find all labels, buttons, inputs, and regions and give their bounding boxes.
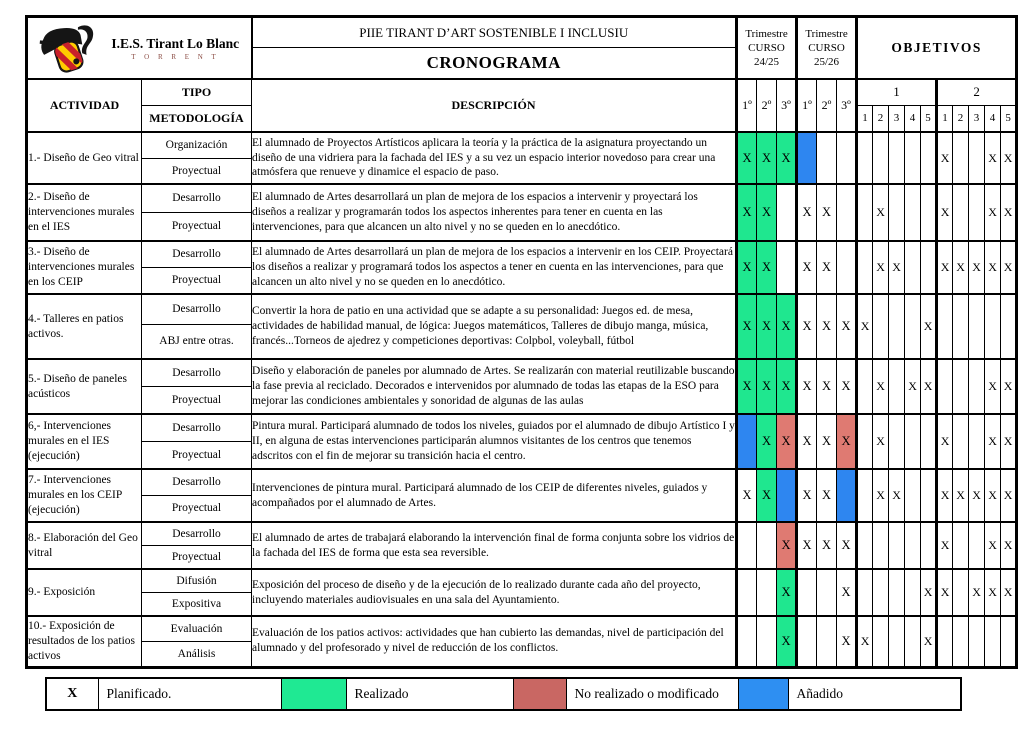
objetivo-mark-cell: X xyxy=(937,184,953,241)
trimester-mark-cell: X xyxy=(757,359,777,414)
objetivo-mark-cell xyxy=(905,616,921,667)
objetivo-mark-cell: X xyxy=(937,469,953,522)
trimester-mark-cell xyxy=(777,184,797,241)
trimester-mark-cell: X xyxy=(757,241,777,294)
objetivo-mark-cell xyxy=(857,414,873,469)
activity-cell: 4.- Talleres en patios activos. xyxy=(27,294,142,359)
trimester-mark-cell: X xyxy=(837,414,857,469)
objetivo-mark-cell: X xyxy=(953,469,969,522)
objetivo-mark-cell xyxy=(937,616,953,667)
objetivo-mark-cell: X xyxy=(1001,184,1017,241)
activity-row xyxy=(27,359,1017,386)
objetivo-group-header: 1 xyxy=(857,79,937,105)
objetivo-mark-cell xyxy=(889,184,905,241)
trimester-mark-cell: X xyxy=(777,294,797,359)
term-col-header: 1º xyxy=(797,79,817,132)
activity-row xyxy=(27,184,1017,212)
descripcion-column-header: DESCRIPCIÓN xyxy=(252,79,737,132)
metodologia-cell: Proyectual xyxy=(142,441,252,469)
objetivo-mark-cell xyxy=(953,522,969,569)
descripcion-cell: El alumnado de Artes desarrollará un plan de mejora de los espacios a intervenir en los CEIP. Proyectará los diseños a realizar y programará todos los aspectos a tener en cuenta en las intervenciones, para que alcancen un alto nivel y no se queden en lo anecdótico. xyxy=(252,241,737,294)
objetivo-mark-cell xyxy=(857,569,873,616)
objetivo-mark-cell xyxy=(953,184,969,241)
objetivo-mark-cell xyxy=(857,359,873,414)
activity-row xyxy=(27,294,1017,324)
trimester-mark-cell: X xyxy=(817,359,837,414)
objetivo-group-header: 2 xyxy=(937,79,1017,105)
descripcion-cell: Exposición del proceso de diseño y de la ejecución de lo realizado durante cada año del proyecto, incluyendo materiales audiovisuales en una sala del Ayuntamiento. xyxy=(252,569,737,616)
trimester-mark-cell xyxy=(837,469,857,522)
activity-cell: 10.- Exposición de resultados de los patios activos xyxy=(27,616,142,667)
objetivo-mark-cell xyxy=(953,132,969,184)
objetivo-mark-cell xyxy=(905,241,921,294)
objetivo-mark-cell xyxy=(873,132,889,184)
school-logo xyxy=(28,20,251,76)
objetivo-mark-cell: X xyxy=(985,569,1001,616)
school-name: I.E.S. Tirant Lo Blanc xyxy=(111,35,240,51)
descripcion-cell: Evaluación de los patios activos: actividades que han cubierto las demandas, nivel de participación del alumnado y del profesorado y nivel de reducción de los conflictos. xyxy=(252,616,737,667)
objetivo-mark-cell xyxy=(889,294,905,359)
objetivo-mark-cell xyxy=(857,522,873,569)
trimester-mark-cell: X xyxy=(757,294,777,359)
trimester-mark-cell xyxy=(837,132,857,184)
objetivo-mark-cell xyxy=(921,241,937,294)
objetivo-mark-cell xyxy=(889,132,905,184)
activity-row xyxy=(27,522,1017,545)
legend-not-realized-swatch xyxy=(513,678,566,710)
objetivo-mark-cell: X xyxy=(889,469,905,522)
legend-not-realized-label: No realizado o modificado xyxy=(566,678,738,710)
trimester-mark-cell: X xyxy=(837,294,857,359)
trimester-mark-cell: X xyxy=(737,294,757,359)
legend xyxy=(45,677,962,711)
trimester-mark-cell: X xyxy=(777,522,797,569)
objetivo-col-header: 3 xyxy=(889,105,905,132)
objetivo-mark-cell xyxy=(969,522,985,569)
objetivo-mark-cell: X xyxy=(985,469,1001,522)
activity-cell: 6,- Intervenciones murales en el IES (ejecución) xyxy=(27,414,142,469)
activity-cell: 8.- Elaboración del Geo vitral xyxy=(27,522,142,569)
metodologia-cell: Expositiva xyxy=(142,592,252,616)
objetivo-mark-cell xyxy=(969,359,985,414)
metodologia-cell: Proyectual xyxy=(142,495,252,522)
objetivo-mark-cell: X xyxy=(937,522,953,569)
trimester-mark-cell: X xyxy=(737,132,757,184)
trimester-mark-cell: X xyxy=(797,469,817,522)
project-title: PIIE TIRANT D’ART SOSTENIBLE I INCLUSIU xyxy=(253,18,736,48)
objetivo-mark-cell xyxy=(905,522,921,569)
descripcion-cell: Intervenciones de pintura mural. Participará alumnado de los CEIP de diferentes niveles, guiados y acompañados por el alumnado de Artes. xyxy=(252,469,737,522)
objetivo-mark-cell xyxy=(889,414,905,469)
term-col-header: 3º xyxy=(837,79,857,132)
objetivo-mark-cell: X xyxy=(985,241,1001,294)
objetivo-mark-cell xyxy=(905,184,921,241)
objetivo-mark-cell: X xyxy=(1001,414,1017,469)
metodologia-cell: Análisis xyxy=(142,641,252,667)
legend-realized-label: Realizado xyxy=(346,678,513,710)
objetivo-mark-cell xyxy=(985,616,1001,667)
trimester-mark-cell xyxy=(757,522,777,569)
objetivo-mark-cell xyxy=(905,569,921,616)
objetivo-mark-cell xyxy=(985,294,1001,359)
trimester-mark-cell xyxy=(777,469,797,522)
tipo-cell: Desarrollo xyxy=(142,522,252,545)
tipo-cell: Desarrollo xyxy=(142,414,252,441)
metodologia-cell: ABJ entre otras. xyxy=(142,324,252,359)
objetivo-mark-cell xyxy=(921,414,937,469)
knight-helmet-shield-logo-icon xyxy=(36,22,106,74)
descripcion-cell: Pintura mural. Participará alumnado de todos los niveles, guiados por el alumnado de dibujo Artístico I y II, en alguna de estas intervenciones participarán alumnos visitantes de los centros que tenemos adscritos con el fin de mejorar su transición hacia el centro. xyxy=(252,414,737,469)
objetivo-mark-cell xyxy=(857,469,873,522)
objetivo-mark-cell xyxy=(905,469,921,522)
objetivo-mark-cell: X xyxy=(1001,522,1017,569)
legend-realized-swatch xyxy=(281,678,346,710)
trimester-mark-cell: X xyxy=(777,616,797,667)
objetivo-mark-cell xyxy=(953,294,969,359)
activity-row xyxy=(27,469,1017,495)
objetivo-mark-cell xyxy=(953,414,969,469)
trimester-mark-cell xyxy=(737,569,757,616)
objetivo-mark-cell: X xyxy=(937,241,953,294)
objetivo-mark-cell xyxy=(857,184,873,241)
objetivo-mark-cell: X xyxy=(937,132,953,184)
tipo-cell: Organización xyxy=(142,132,252,158)
activity-cell: 1.- Diseño de Geo vitral xyxy=(27,132,142,184)
objetivo-mark-cell xyxy=(937,359,953,414)
legend-added-label: Añadido xyxy=(788,678,961,710)
objetivo-mark-cell: X xyxy=(873,241,889,294)
trimester-mark-cell xyxy=(797,616,817,667)
activity-row xyxy=(27,132,1017,158)
objetivo-mark-cell xyxy=(905,414,921,469)
tipo-cell: Desarrollo xyxy=(142,294,252,324)
objetivo-col-header: 2 xyxy=(873,105,889,132)
trimester-mark-cell xyxy=(757,569,777,616)
objetivo-mark-cell: X xyxy=(857,294,873,359)
trimester-mark-cell xyxy=(737,522,757,569)
objetivo-mark-cell: X xyxy=(921,294,937,359)
objetivo-mark-cell xyxy=(1001,616,1017,667)
objetivo-col-header: 4 xyxy=(905,105,921,132)
objetivo-mark-cell: X xyxy=(1001,132,1017,184)
objetivo-mark-cell: X xyxy=(1001,469,1017,522)
trimester-mark-cell: X xyxy=(737,359,757,414)
trimester-mark-cell xyxy=(837,184,857,241)
objetivo-mark-cell xyxy=(873,569,889,616)
term-group-header-24-25: Trimestre CURSO 24/25 xyxy=(737,17,797,80)
objetivo-mark-cell: X xyxy=(921,616,937,667)
activity-cell: 9.- Exposición xyxy=(27,569,142,616)
objetivo-col-header: 2 xyxy=(953,105,969,132)
trimester-mark-cell: X xyxy=(737,184,757,241)
legend-planned-label: Planificado. xyxy=(98,678,281,710)
trimester-mark-cell: X xyxy=(797,184,817,241)
objetivo-mark-cell xyxy=(969,294,985,359)
school-text-block xyxy=(106,36,247,61)
term-col-header: 1º xyxy=(737,79,757,132)
objetivo-mark-cell xyxy=(969,184,985,241)
trimester-mark-cell xyxy=(757,616,777,667)
activity-row xyxy=(27,414,1017,441)
term-col-header: 3º xyxy=(777,79,797,132)
objetivo-mark-cell: X xyxy=(985,184,1001,241)
metodologia-cell: Proyectual xyxy=(142,212,252,241)
doc-title: CRONOGRAMA xyxy=(426,53,561,72)
objetivo-mark-cell: X xyxy=(873,414,889,469)
objetivo-col-header: 5 xyxy=(921,105,937,132)
objetivos-header: OBJETIVOS xyxy=(857,17,1017,80)
trimester-mark-cell xyxy=(797,569,817,616)
objetivo-mark-cell: X xyxy=(985,414,1001,469)
activity-row xyxy=(27,569,1017,592)
descripcion-cell: El alumnado de artes de trabajará elaborando la intervención final de forma conjunta sobre los vidrios de la fachada del IES de forma que esta sea reversible. xyxy=(252,522,737,569)
trimester-mark-cell: X xyxy=(817,522,837,569)
objetivo-mark-cell: X xyxy=(873,469,889,522)
objetivo-mark-cell xyxy=(921,132,937,184)
objetivo-col-header: 3 xyxy=(969,105,985,132)
objetivo-mark-cell xyxy=(905,132,921,184)
cronograma-page xyxy=(0,15,1024,739)
objetivo-mark-cell xyxy=(905,294,921,359)
objetivo-mark-cell xyxy=(889,569,905,616)
objetivo-mark-cell xyxy=(969,616,985,667)
descripcion-cell: El alumnado de Proyectos Artísticos aplicara la teoría y la práctica de la asignatura proyectando un diseño de una vidriera para la fachada del IES y a su vez un espacio interior novedoso para crear una atmósfera que renueve y dinamice el espacio de paso. xyxy=(252,132,737,184)
trimester-mark-cell: X xyxy=(817,241,837,294)
objetivo-mark-cell xyxy=(857,241,873,294)
objetivo-mark-cell xyxy=(953,616,969,667)
trimester-mark-cell: X xyxy=(757,132,777,184)
objetivo-mark-cell xyxy=(889,522,905,569)
trimester-mark-cell: X xyxy=(817,469,837,522)
tipo-cell: Difusión xyxy=(142,569,252,592)
objetivo-mark-cell: X xyxy=(1001,569,1017,616)
actividad-column-header: ACTIVIDAD xyxy=(27,79,142,132)
metodologia-cell: Proyectual xyxy=(142,158,252,184)
trimester-mark-cell: X xyxy=(817,184,837,241)
trimester-mark-cell xyxy=(737,616,757,667)
tipo-cell: Evaluación xyxy=(142,616,252,641)
objetivo-mark-cell: X xyxy=(889,241,905,294)
activity-cell: 2.- Diseño de intervenciones murales en el IES xyxy=(27,184,142,241)
trimester-mark-cell: X xyxy=(757,414,777,469)
objetivo-mark-cell: X xyxy=(1001,359,1017,414)
trimester-mark-cell: X xyxy=(797,522,817,569)
objetivo-mark-cell: X xyxy=(969,241,985,294)
tipo-cell: Desarrollo xyxy=(142,241,252,267)
objetivo-mark-cell xyxy=(921,184,937,241)
metodologia-cell: Proyectual xyxy=(142,267,252,294)
term-col-header: 2º xyxy=(757,79,777,132)
objetivo-mark-cell xyxy=(889,616,905,667)
trimester-mark-cell: X xyxy=(757,469,777,522)
objetivo-mark-cell: X xyxy=(937,414,953,469)
objetivo-mark-cell: X xyxy=(969,469,985,522)
term-group-header-25-26: Trimestre CURSO 25/26 xyxy=(797,17,857,80)
trimester-mark-cell: X xyxy=(737,241,757,294)
trimester-mark-cell: X xyxy=(837,616,857,667)
objetivo-mark-cell: X xyxy=(985,359,1001,414)
trimester-mark-cell xyxy=(837,241,857,294)
trimester-mark-cell: X xyxy=(837,522,857,569)
objetivo-mark-cell xyxy=(1001,294,1017,359)
activity-row xyxy=(27,616,1017,641)
objetivo-mark-cell xyxy=(921,469,937,522)
objetivo-mark-cell: X xyxy=(985,132,1001,184)
objetivo-mark-cell: X xyxy=(873,184,889,241)
activity-cell: 5.- Diseño de paneles acústicos xyxy=(27,359,142,414)
metodologia-cell: Proyectual xyxy=(142,386,252,414)
title-cell xyxy=(252,17,737,80)
column-header-row-1 xyxy=(27,79,1017,105)
trimester-mark-cell: X xyxy=(777,359,797,414)
objetivo-mark-cell: X xyxy=(969,569,985,616)
objetivo-mark-cell xyxy=(921,522,937,569)
legend-added-swatch xyxy=(738,678,788,710)
tipo-column-header: TIPO xyxy=(142,79,252,105)
objetivo-mark-cell xyxy=(937,294,953,359)
table-title-row xyxy=(27,17,1017,80)
objetivo-mark-cell: X xyxy=(1001,241,1017,294)
objetivo-mark-cell xyxy=(873,616,889,667)
trimester-mark-cell: X xyxy=(797,241,817,294)
cronograma-table xyxy=(25,15,1018,669)
objetivo-mark-cell xyxy=(969,132,985,184)
trimester-mark-cell: X xyxy=(837,569,857,616)
objetivo-mark-cell: X xyxy=(857,616,873,667)
trimester-mark-cell: X xyxy=(817,414,837,469)
trimester-mark-cell xyxy=(737,414,757,469)
objetivo-mark-cell xyxy=(953,569,969,616)
trimester-mark-cell: X xyxy=(777,132,797,184)
metodologia-column-header: METODOLOGÍA xyxy=(142,105,252,132)
logo-cell xyxy=(27,17,252,80)
objetivo-mark-cell: X xyxy=(905,359,921,414)
activity-cell: 3.- Diseño de intervenciones murales en los CEIP xyxy=(27,241,142,294)
objetivo-mark-cell: X xyxy=(985,522,1001,569)
objetivo-mark-cell xyxy=(873,522,889,569)
legend-planned-symbol: X xyxy=(46,678,98,710)
activity-cell: 7.- Intervenciones murales en los CEIP (ejecución) xyxy=(27,469,142,522)
descripcion-cell: Convertir la hora de patio en una actividad que se adapte a su personalidad: Juegos ed. de mesa, actividades de habilidad manual, de lógica: Juegos matemáticos, Talleres de dibujo manga, música, francés...Torneos de ajedrez y competiciones deportivas: Colpbol, voleyball, fútbol xyxy=(252,294,737,359)
objetivo-col-header: 1 xyxy=(857,105,873,132)
objetivo-mark-cell xyxy=(953,359,969,414)
trimester-mark-cell xyxy=(817,132,837,184)
trimester-mark-cell: X xyxy=(817,294,837,359)
trimester-mark-cell xyxy=(817,616,837,667)
school-city: T O R R E N T xyxy=(131,52,220,61)
objetivo-col-header: 5 xyxy=(1001,105,1017,132)
trimester-mark-cell: X xyxy=(777,569,797,616)
legend-row xyxy=(46,678,961,710)
objetivo-mark-cell xyxy=(873,294,889,359)
tipo-cell: Desarrollo xyxy=(142,359,252,386)
descripcion-cell: El alumnado de Artes desarrollará un plan de mejora de los espacios a intervenir y proyectará los diseños a realizar y programarán todos los aspectos inherentes para tener en cuenta en las intervenciones, para que alcancen un alto nivel y no se queden en lo anecdótico. xyxy=(252,184,737,241)
objetivo-col-header: 1 xyxy=(937,105,953,132)
trimester-mark-cell xyxy=(777,241,797,294)
tipo-cell: Desarrollo xyxy=(142,469,252,495)
trimester-mark-cell: X xyxy=(797,294,817,359)
objetivo-mark-cell xyxy=(889,359,905,414)
trimester-mark-cell xyxy=(817,569,837,616)
trimester-mark-cell: X xyxy=(797,359,817,414)
trimester-mark-cell: X xyxy=(757,184,777,241)
objetivo-mark-cell xyxy=(857,132,873,184)
objetivo-mark-cell: X xyxy=(921,359,937,414)
term-col-header: 2º xyxy=(817,79,837,132)
objetivo-mark-cell xyxy=(969,414,985,469)
trimester-mark-cell: X xyxy=(777,414,797,469)
trimester-mark-cell xyxy=(797,132,817,184)
descripcion-cell: Diseño y elaboración de paneles por alumnado de Artes. Se realizarán con material reutilizable buscando la fase previa al reciclado. Decorados e intervenidos por alumnado de todas las etapas de la ESO para mejorar las condiciones ambientales y sonoridad de algunas de las aulas xyxy=(252,359,737,414)
activity-row xyxy=(27,241,1017,267)
objetivo-mark-cell: X xyxy=(953,241,969,294)
trimester-mark-cell: X xyxy=(837,359,857,414)
objetivo-mark-cell: X xyxy=(921,569,937,616)
objetivo-col-header: 4 xyxy=(985,105,1001,132)
trimester-mark-cell: X xyxy=(797,414,817,469)
objetivo-mark-cell: X xyxy=(937,569,953,616)
trimester-mark-cell: X xyxy=(737,469,757,522)
tipo-cell: Desarrollo xyxy=(142,184,252,212)
objetivo-mark-cell: X xyxy=(873,359,889,414)
metodologia-cell: Proyectual xyxy=(142,545,252,569)
